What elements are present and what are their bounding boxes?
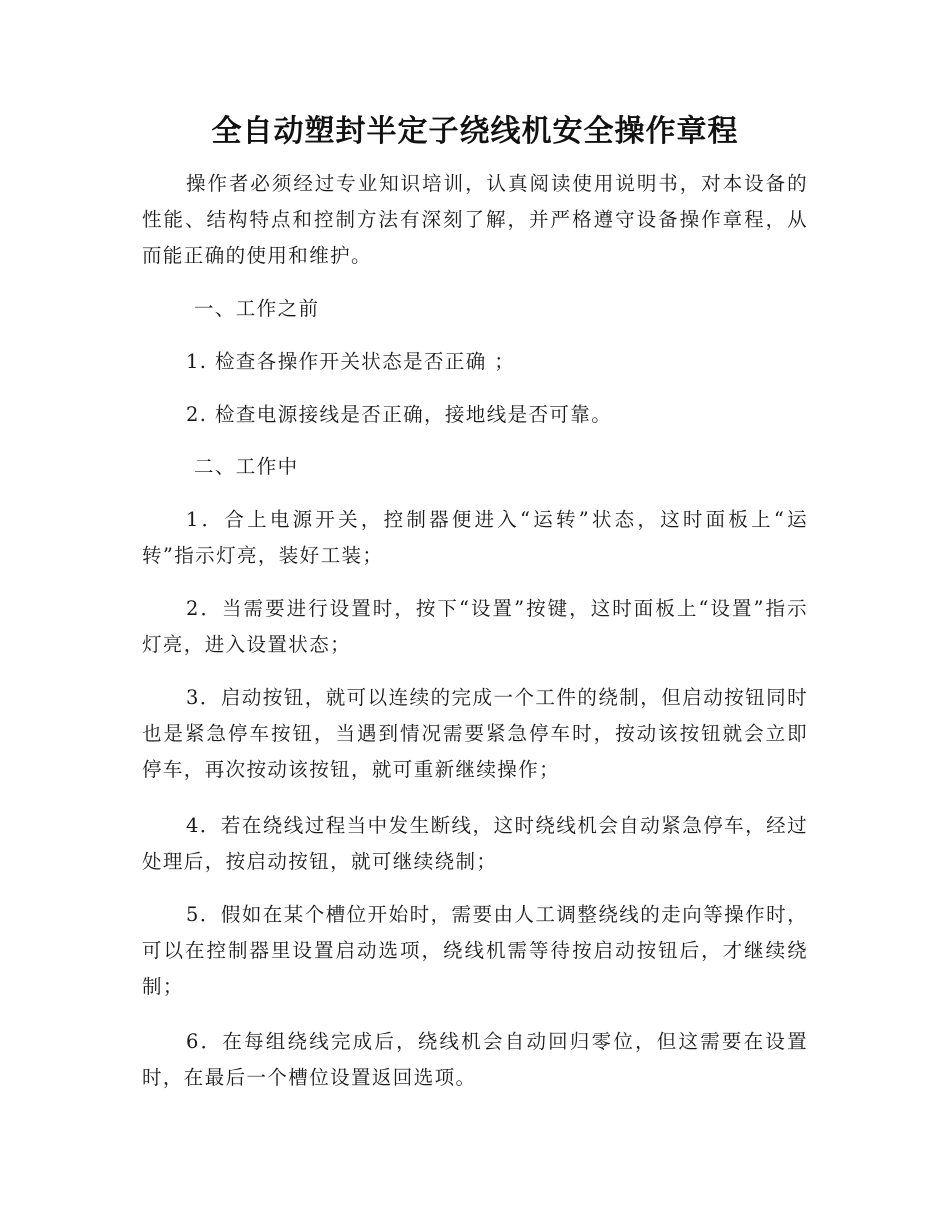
list-item: 3．启动按钮，就可以连续的完成一个工件的绕制，但启动按钮同时也是紧急停车按钮，当遇到情况需要紧急停车时，按动该按钮就会立即停车，再次按动该按钮，就可重新继续操作； <box>142 686 808 781</box>
document-title: 全自动塑封半定子绕线机安全操作章程 <box>211 114 739 149</box>
list-item: 2．当需要进行设置时，按下“设置”按键，这时面板上“设置”指示灯亮，进入设置状态； <box>142 597 808 656</box>
list-item: 2. 检查电源接线是否正确，接地线是否可靠。 <box>186 403 613 426</box>
section-heading-during-work: 二、工作中 <box>194 455 299 478</box>
list-item: 5．假如在某个槽位开始时，需要由人工调整绕线的走向等操作时，可以在控制器里设置启动选项，绕线机需等待按启动按钮后，才继续绕制； <box>142 903 808 998</box>
section-heading-before-work: 一、工作之前 <box>194 297 320 320</box>
list-item: 1．合上电源开关，控制器便进入“运转”状态，这时面板上“运转”指示灯亮，装好工装； <box>142 508 808 567</box>
list-item: 1. 检查各操作开关状态是否正确 ； <box>186 350 516 373</box>
intro-paragraph: 操作者必须经过专业知识培训，认真阅读使用说明书，对本设备的性能、结构特点和控制方法有深刻了解，并严格遵守设备操作章程，从而能正确的使用和维护。 <box>142 172 808 267</box>
list-item: 6．在每组绕线完成后，绕线机会自动回归零位，但这需要在设置时，在最后一个槽位设置返回选项。 <box>142 1030 808 1089</box>
list-item: 4．若在绕线过程当中发生断线，这时绕线机会自动紧急停车，经过处理后，按启动按钮，就可继续绕制； <box>142 814 808 873</box>
